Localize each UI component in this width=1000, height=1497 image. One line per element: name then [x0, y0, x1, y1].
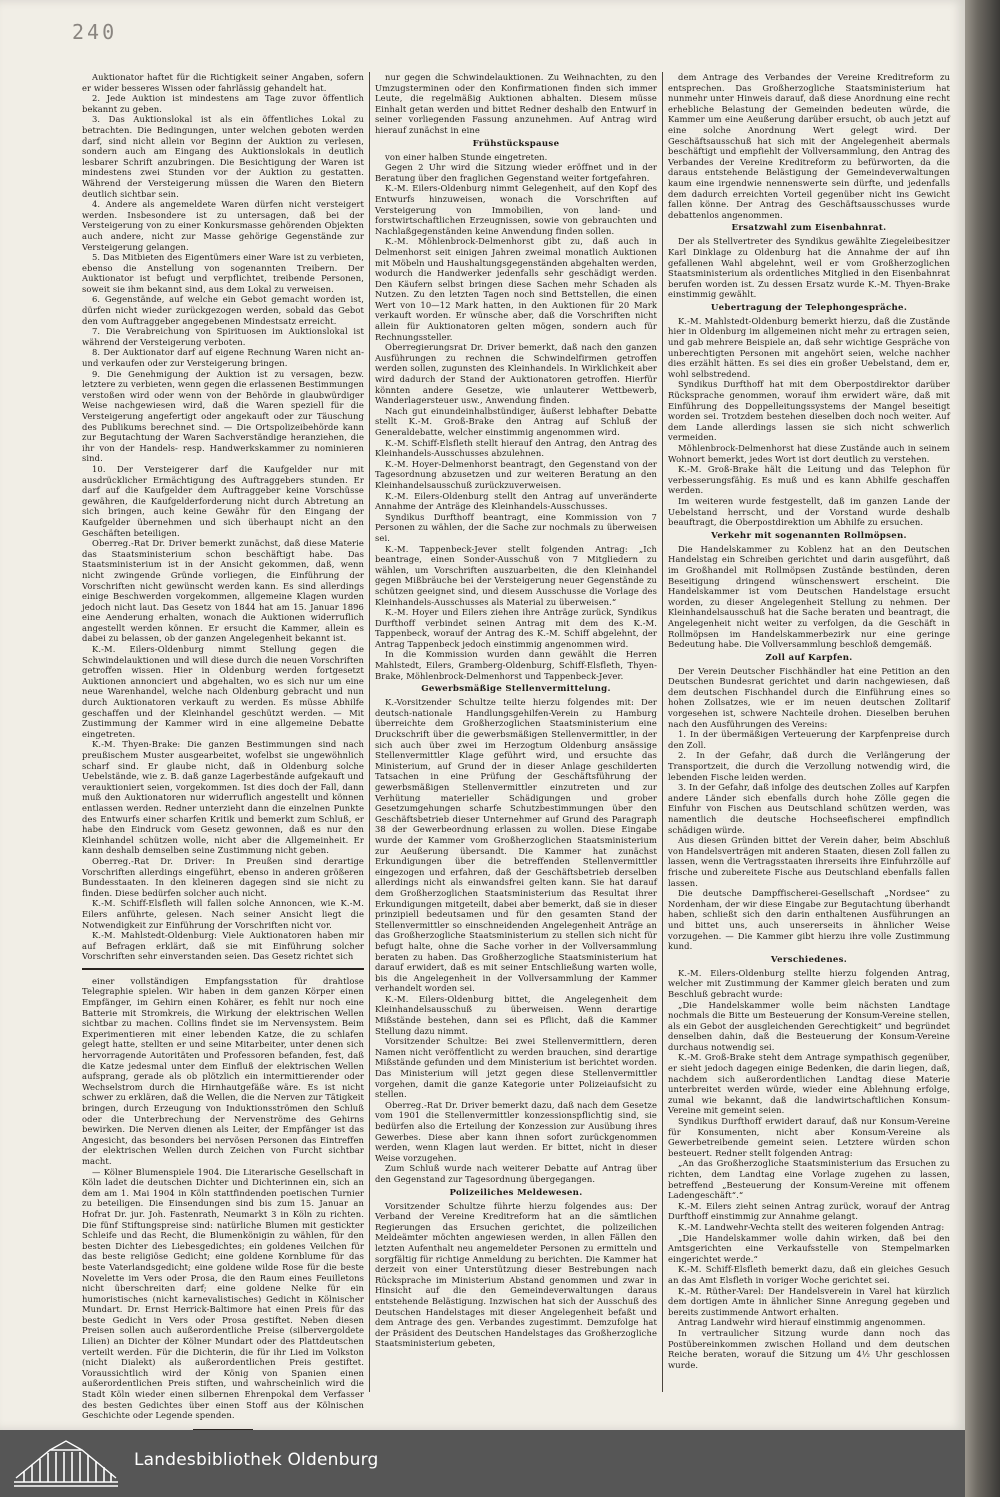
paragraph: K.-M. Hoyer-Delmenhorst beantragt, den Gegenstand von der Tagesordnung abzusetzen und zur weiteren Beratung an den Kleinhandelsausschuß zurückzuverweisen. [375, 458, 657, 490]
column-1 [82, 72, 365, 1421]
paragraph: K.-M. Eilers-Oldenburg stellte hierzu folgenden Antrag, welcher mit Zustimmung der Kammer gleich beraten und zum Beschluß gebracht wurde: [668, 967, 950, 999]
paragraph: 9. Die Genehmigung der Auktion ist zu versagen, bezw. letztere zu verbieten, wenn gegen die erlassenen Bestimmungen verstoßen wird oder wenn von der Behörde in glaubwürdiger Weise nachgewiesen wird, daß die Waren speziell für die Versteigerung angefertigt oder angekauft oder zur Täuschung des Publikums berechnet sind. — Die Ortspolizeibehörde kann zur Begutachtung der Waren Sachverständige heranziehen, die ihr von der Handels- resp. Handwerkskammer zu nominieren sind. [82, 368, 365, 464]
paragraph: Gegen 2 Uhr wird die Sitzung wieder eröffnet und in der Beratung über den fraglichen Gegenstand weiter fortgefahren. [375, 162, 657, 183]
article-columns [82, 72, 950, 1421]
paragraph: von einer halben Stunde eingetreten. [385, 151, 548, 162]
paragraph: K.-M. Groß-Brake steht dem Antrage sympathisch gegenüber, er sieht jedoch dagegen einige Bedenken, die darin liegen, daß, nachdem sich außerordentlichen Landtag diese Materie unterbreitet werden würde, wieder eine Ablehnung erfolge, zumal wie bekannt, daß die landwirtschaftlichen Konsum-Vereine mit gemeint seien. [668, 1052, 950, 1116]
paragraph: Aus diesen Gründen bittet der Verein daher, beim Abschluß von Handelsverträgen mit anderen Staaten, diesen Zoll fallen zu lassen, wenn die Vertragsstaaten ihrerseits ihre Einfuhrzölle auf frische und zubereitete Fische aus Deutschland ebenfalls fallen lassen. [668, 835, 950, 888]
paragraph: Zum Schluß wurde nach weiterer Debatte auf Antrag über den Gegenstand zur Tagesordnung übergegangen. [375, 1163, 657, 1184]
paragraph: K.-M. Rüther-Varel: Der Handelsverein in Varel hat kürzlich dem dortigen Amte in ähnlicher Sinne Anregung gegeben und bereits zustimmende Antwort erhalten. [668, 1285, 950, 1317]
paragraph: K.-M. Schiff-Elsfleth will fallen solche Annoncen, wie K.-M. Eilers anführte, gelesen. Nach seiner Ansicht liegt die Notwendigkeit zur Einführung der Vorschriften nicht vor. [82, 898, 364, 930]
library-name: Landesbibliothek Oldenburg [134, 1450, 379, 1470]
column-3 [668, 72, 950, 1402]
paragraph: Oberreg.-Rat Dr. Driver bemerkt zunächst, daß diese Materie das Staatsministerium schon beschäftigt habe. Das Staatsministerium ist in der Ansicht gekommen, daß, wenn nicht zwingende Gründe vorliegen, die Einführung der Vorschriften nicht gewünscht werden kann. Es sind allerdings einige Beschwerden vorgekommen, allgemeine Klagen wurden jedoch nicht laut. Das Gesetz von 1844 hat am 15. Januar 1896 eine Aenderung erhalten, wonach die Auktionen widerruflich angestellt werden können. Er ersucht die Kammer, allein es dabei zu belassen, ob der ganzen Angelegenheit bekannt ist. [82, 538, 364, 644]
paragraph: K.-M. Hoyer und Eilers ziehen ihre Anträge zurück, Syndikus Durfthoff verbindet seinen Antrag mit dem des K.-M. Tappenbeck, worauf der Antrag des K.-M. Schiff abgelehnt, der Antrag Tappenbeck jedoch einstimmig angenommen wird. [375, 607, 657, 649]
section-heading: Verkehr mit sogenannten Rollmöpsen. [711, 530, 907, 541]
paragraph: Möhlenbrock-Delmenhorst hat diese Zustände auch in seinem Wohnort bemerkt, jedes Wort ist dort deutlich zu verstehen. [668, 443, 950, 464]
paragraph: K.-M. Eilers zieht seinen Antrag zurück, worauf der Antrag Durfthoff einstimmig zur Annahme gelangt. [668, 1200, 950, 1222]
column-2 [375, 72, 657, 1402]
paragraph: Antrag Landwehr wird hierauf einstimmig angenommen. [678, 1317, 926, 1328]
paragraph: Die Handelskammer zu Koblenz hat an den Deutschen Handelstag ein Schreiben gerichtet und darin ausgeführt, daß im Großhandel mit Rollmöpsen Zustände bestünden, deren Beseitigung dringend wünschenswert erscheint. Die Handelskammer ist vom Deutschen Handelstage ersucht worden, zu dieser Angelegenheit Stellung zu nehmen. Der Kleinhandelsausschuß hat die Sache beraten und beantragt, die Angelegenheit nicht weiter zu verfolgen, da die Geschäft in Rollmöpsen im Handelskammerbezirk nur eine geringe Bedeutung habe. Die Vollversammlung beschloß demgemäß. [668, 543, 950, 650]
column-divider [662, 72, 663, 1392]
paragraph: dem Antrage des Verbandes der Vereine Kreditreform zu entsprechen. Das Großherzogliche Staatsministerium hat nunmehr unter Hinweis darauf, daß diese Anordnung eine recht erhebliche Belastung der Gemeinden bedeuten würde, die Kammer um eine Aeußerung darüber ersucht, ob auch jetzt auf eine solche Anordnung Wert gelegt wird. Der Geschäftsausschuß hat sich mit der Angelegenheit abermals beschäftigt und empfiehlt der Vollversammlung, den Antrag des Verbandes der Vereine Kreditreform zu befürworten, da die daraus entstehende Belästigung der Gemeindeverwaltungen kaum eine irgendwie nennenswerte sein dürfte, und jedenfalls dem dadurch erreichten Vorteil gegenüber nicht ins Gewicht fallen könne. Der Antrag des Geschäftsausschusses wurde debattenlos angenommen. [668, 72, 950, 220]
paragraph: K.-M. Schiff-Elsfleth stellt hierauf den Antrag, den Antrag des Kleinhandels-Ausschusses abzulehnen. [375, 437, 657, 459]
paragraph: 2. Jede Auktion ist mindestens am Tage zuvor öffentlich bekannt zu geben. [82, 93, 364, 114]
paragraph: Im weiteren wurde festgestellt, daß im ganzen Lande der Uebelstand herrscht, und der Vorstand wurde deshalb beauftragt, die Oberpostdirektion um Abhilfe zu ersuchen. [668, 495, 950, 528]
paragraph: 8. Der Auktionator darf auf eigene Rechnung Waren nicht an- und verkaufen oder zur Versteigerung bringen. [82, 347, 364, 369]
paragraph: 1. In der übermäßigen Verteuerung der Karpfenpreise durch den Zoll. [668, 729, 950, 750]
section-heading: Gewerbsmäßige Stellenvermittelung. [421, 684, 611, 695]
paragraph: 7. Die Verabreichung von Spirituosen im Auktionslokal ist während der Versteigerung verboten. [82, 326, 364, 347]
paragraph: nur gegen die Schwindelauktionen. Zu Weihnachten, zu den Umzugsterminen oder den Konfirmationen finden sich immer Leute, die regelmäßig Auktionen abhalten. Diesem müsse Einhalt getan werden und bittet Redner deshalb den Entwurf in seiner vorliegenden Fassung anzunehmen. Auf Antrag wird hierauf zunächst in eine [375, 72, 657, 135]
paragraph: K.-M. Groß-Brake hält die Leitung und das Telephon für verbesserungsfähig. Es muß und es kann Abhilfe geschaffen werden. [668, 464, 950, 496]
section-divider [82, 968, 364, 970]
paragraph: K.-M. Tappenbeck-Jever stellt folgenden Antrag: „Ich beantrage, einen Sonder-Ausschuß von 7 Mitgliedern zu wählen, um Vorschriften auszuarbeiten, die den Kleinhandel gegen Mißbräuche bei der Versteigerung neuer Gegenstände zu schützen geeignet sind, und diesem Ausschusse die Vorlage des Kleinhandels-Ausschusses als Material zu überweisen.“ [375, 543, 657, 607]
paragraph: K.-Vorsitzender Schultze teilte hierzu folgendes mit: Der deutsch-nationale Handlungsgehilfen-Verein zu Hamburg überreichte dem Großherzoglichen Staatsministerium eine Druckschrift über die gewerbsmäßigen Stellenvermittler, in der sich auch über zwei im Herzogtum Oldenburg ansässige Stellenvermittler Klage geführt wird, und ersuchte das Ministerium, auf Grund der in dieser Anlage geschilderten Tatsachen in eine Prüfung der Geschäftsführung der gewerbsmäßigen Stellenvermittler einzutreten und zur Verhütung materieller Schädigungen und grober Gesetzumgehungen scharfe Schutzbestimmungen über den Geschäftsbetrieb dieser Unternehmer auf Grund des Paragraph 38 der Gewerbeordnung erlassen zu wollen. Diese Eingabe wurde der Kammer vom Großherzoglichen Staatsministerium zur Aeußerung übersandt. Die Kammer hat zunächst Erkundigungen über die betreffenden Stellenvermittler eingezogen und erfahren, daß der Geschäftsbetrieb derselben allerdings nicht als einwandsfrei gelten kann. Sie hat darauf dem Großherzoglichen Staatsministerium das Resultat ihrer Erkundigungen mitgeteilt, dabei aber bemerkt, daß sie in dieser prinzipiell bedeutsamen und für den gesamten Stand der Stellenvermittler so einschneidenden Angelegenheit Anträge an das Großherzogliche Staatsministerium zu stellen sich nicht für befugt halte, ohne die Sache vorher in der Vollversammlung beraten zu haben. Das Großherzogliche Staatsministerium hat darauf erwidert, daß es mit seiner Entschließung warten wolle, bis die Angelegenheit in der Vollversammlung der Kammer verhandelt worden sei. [375, 697, 657, 994]
paragraph: K.-M. Eilers-Oldenburg nimmt Gelegenheit, auf den Kopf des Entwurfs hinzuweisen, wonach die Vorschriften auf Versteigerung von Immobilien, von land- und forstwirtschaftlichen Erzeugnissen, sowie von gebrauchten und Nachlaßgegenständen keine Anwendung finden sollen. [375, 183, 657, 236]
paragraph: — Kölner Blumenspiele 1904. Die Literarische Gesellschaft in Köln ladet die deutschen Dichter und Dichterinnen ein, sich an dem am 1. Mai 1904 in Köln stattfindenden poetischen Turnier zu beteiligen. Die Einsendungen sind bis zum 15. Januar an Hofrat Dr. jur. Joh. Fastenrath, Neumarkt 3 in Köln zu richten. Die fünf Stiftungspreise sind: natürliche Blumen mit gestickter Schleife und das Recht, die Blumenkönigin zu wählen, für den besten Dichter des Liebesgedichtes; ein goldenes Veilchen für das beste religiöse Gedicht; eine goldene Kornblume für das beste Vaterlandsgedicht; eine goldene wilde Rose für die beste Novelette im Vers oder Prosa, die den Raum eines Feuilletons nicht überschreiten darf; eine goldene Nelke für ein humoristisches (nicht karnevalistisches) Gedicht in Kölnischer Mundart. Dr. Ernst Herrick-Baltimore hat einen Preis für das beste Gedicht in Vers oder Prosa gestiftet. Neben diesen Preisen sollen auch außerordentliche Preise (silbervergoldete Lilien) an Dichter der Kölner Mundart oder des Plattdeutschen verteilt werden. Für die Dichterin, die für ihr Lied im Volkston (nicht Dialekt) als außerordentlichen Preis gestiftet. Voraussichtlich wird der König von Spanien einen außerordentlichen Preis stiften, und wahrscheinlich wird die Stadt Köln wieder einen silbernen Ehrenpokal dem Verfasser des besten Gedichtes über einen Stoff aus der Kölnischen Geschichte oder Legende spenden. [82, 1166, 364, 1421]
paragraph: 3. In der Gefahr, daß infolge des deutschen Zolles auf Karpfen andere Länder sich ebenfalls durch hohe Zölle gegen die Einfuhr von Fischen aus Deutschland schützen werden, was namentlich die deutsche Hochseefischerei empfindlich schädigen würde. [668, 782, 950, 835]
paragraph: In vertraulicher Sitzung wurde dann noch das Postübereinkommen zwischen Holland und dem deutschen Reiche beraten, worauf die Sitzung um 4½ Uhr geschlossen wurde. [668, 1327, 950, 1370]
paragraph: 2. In der Gefahr, daß durch die Verlängerung der Transportzeit, die durch die Verzollung notwendig wird, die lebenden Fische leiden werden. [668, 750, 950, 782]
paragraph: Die deutsche Dampffischerei-Gesellschaft „Nordsee“ zu Nordenham, der wir diese Eingabe zur Begutachtung überhandt haben, schließt sich den darin enthaltenen Ausführungen an und bittet uns, auch unsererseits in ähnlicher Weise vorzugehen. — Die Kammer gibt hierzu ihre volle Zustimmung kund. [668, 888, 950, 952]
section-heading: Frühstückspause [472, 138, 560, 149]
paragraph: 4. Andere als angemeldete Waren dürfen nicht versteigert werden. Insbesondere ist zu untersagen, daß bei der Versteigerung von zu einer Konkursmasse gehörenden Objekten auch andere, nicht zur Masse gehörige Gegenstände zur Versteigerung gelangen. [82, 199, 364, 252]
section-heading: Polizeiliches Meldewesen. [449, 1187, 583, 1198]
paragraph: Der als Stellvertreter des Syndikus gewählte Ziegeleibesitzer Karl Dinklage zu Oldenburg hat die Annahme der auf ihn gefallenen Wahl abgelehnt, weil er vom Großherzoglichen Staatsministerium als ordentliches Mitglied in den Eisenbahnrat berufen worden ist. Zu dessen Ersatz wurde K.-M. Thyen-Brake einstimmig gewählt. [668, 236, 950, 300]
paragraph: K.-M. Möhlenbrock-Delmenhorst gibt zu, daß auch in Delmenhorst seit einigen Jahren zweimal monatlich Auktionen mit Möbeln und Haushaltungsgegenständen abgehalten werden, wodurch die Handwerker jedenfalls sehr geschädigt werden. Den Käufern selbst bringen diese Sachen mehr Schaden als Nutzen. Zu den letzten Tagen noch sind Bettstellen, die einen Wert von 10—12 Mark hatten, in den Auktionen für 20 Mark verkauft worden. Er wünsche aber, daß die Vorschriften nicht allein für Auktionatoren gelten mögen, sondern auch für Rechnungssteller. [375, 236, 657, 342]
section-heading: Verschiedenes. [770, 954, 848, 965]
paragraph: „Die Handelskammer wolle beim nächsten Landtage nochmals die Bitte um Besteuerung der Konsum-Vereine stellen, als ein Gebot der ausgleichenden Gerechtigkeit“ und begründet denselben dahin, daß die Besteuerung der Konsum-Vereine durchaus notwendig sei. [668, 999, 950, 1052]
scanner-edge [965, 0, 1000, 1497]
paragraph: Vorsitzender Schultze: Bei zwei Stellenvermittlern, deren Namen nicht veröffentlicht zu werden brauchen, sind derartige Mißstände gefunden und dem Ministerium ist berichtet worden. Das Ministerium will jetzt gegen diese Stellenvermittler vorgehen, damit die ganze Kategorie unter Polizeiaufsicht zu stellen. [375, 1036, 657, 1100]
paragraph: K.-M. Thyen-Brake: Die ganzen Bestimmungen sind nach preußischem Muster ausgearbeitet, wofelbst sie ungewöhnlich scharf sind. Er glaube nicht, daß in Oldenburg solche Uebelstände, wie z. B. daß ganze Lagerbestände aufgekauft und verauktioniert seien, vorgekommen. Ist dies doch der Fall, dann muß den Auktionatoren nur widerruflich angestellt und können entlassen werden. Redner unterzieht dann die einzelnen Punkte des Entwurfs einer scharfen Kritik und bemerkt zum Schluß, er habe den Eindruck vom Gesetz gewonnen, daß es nur den Kleinhandel schützen wolle, nicht aber die Allgemeinheit. Er kann deshalb demselben seine Zustimmung nicht geben. [82, 739, 364, 856]
paragraph: K.-M. Eilers-Oldenburg stellt den Antrag auf unveränderte Annahme der Anträge des Kleinhandels-Ausschusses. [375, 490, 657, 512]
paragraph: „An das Großherzogliche Staatsministerium das Ersuchen zu richten, dem Landtag eine Vorlage zugehen zu lassen, betreffend „Besteuerung der Konsum-Vereine mit offenem Ladengeschäft“.“ [668, 1158, 950, 1201]
paragraph: K.-M. Eilers-Oldenburg bittet, die Angelegenheit dem Kleinhandelsausschuß zu überweisen. Wenn derartige Mißstände bestehen, dann sei es Pflicht, daß die Kammer Stellung dazu nimmt. [375, 993, 657, 1036]
paragraph: K.-M. Schiff-Elsfleth bemerkt dazu, daß ein gleiches Gesuch an das Amt Elsfleth in voriger Woche gerichtet sei. [668, 1264, 950, 1285]
paragraph: „Die Handelskammer wolle dahin wirken, daß bei den Amtsgerichten eine Verkaufsstelle von Stempelmarken eingerichtet werde.“ [668, 1232, 950, 1264]
library-building-icon [10, 1438, 122, 1488]
paragraph: Oberreg.-Rat Dr. Driver bemerkt dazu, daß nach dem Gesetze vom 1901 die Stellenvermittler konzessionspflichtig sind, sie bedürfen also die Erteilung der Konzession zur Ausübung ihres Gewerbes. Diese aber kann ihnen sofort zurückgenommen werden, wenn Klagen laut werden. Er bittet, nicht in dieser Weise vorzugehen. [375, 1099, 657, 1163]
paragraph: K.-M. Mahlstedt-Oldenburg: Viele Auktionatoren haben mir auf Befragen erklärt, daß sie mit Einführung solcher Vorschriften sehr einverstanden seien. Das Gesetz richtet sich [82, 930, 364, 962]
paragraph: K.-M. Mahlstedt-Oldenburg bemerkt hierzu, daß die Zustände hier in Oldenburg im allgemeinen nicht mehr zu ertragen seien, und gab mehrere Beispiele an, daß sehr wichtige Gespräche von unberechtigten Personen mit angehört seien, welche nachher dies erzählt hätten. Es sei dies ein großer Uebelstand, dem er, wohl selbstredend. [668, 315, 950, 379]
paragraph: Oberregierungsrat Dr. Driver bemerkt, daß nach den ganzen Ausführungen zu rechnen die Schwindelfirmen getroffen werden sollen, zugunsten des Kleinhandels. In Wirklichkeit aber wird dadurch der Stand der Auktionatoren getroffen. Hierfür könnten andere Gesetze, wie unlauterer Wettbewerb, Wanderlagersteuer usw., Anwendung finden. [375, 342, 657, 406]
paragraph: Der Verein Deutscher Fischhändler hat eine Petition an den Deutschen Bundesrat gerichtet und darin nachgewiesen, daß dem deutschen Fischhandel durch die Einführung eines so hohen Zollsatzes, wie er im neuen deutschen Zolltarif vorgesehen ist, schwere Nachteile drohen. Dieselben beruhen nach den Ausführungen des Vereins: [668, 665, 950, 729]
paragraph: 3. Das Auktionslokal ist als ein öffentliches Lokal zu betrachten. Die Bedingungen, unter welchen geboten werden darf, sind nicht allein vor Beginn der Auktion zu verlesen, sondern auch am Eingang des Auktionslokals in deutlich lesbarer Schrift anzubringen. Die Besichtigung der Waren ist mindestens zwei Stunden vor der Auktion zu gestatten. Während der Versteigerung müssen die Waren den Bietern deutlich sichtbar sein. [82, 114, 364, 199]
paragraph: Oberreg.-Rat Dr. Driver: In Preußen sind derartige Vorschriften allerdings eingeführt, ebenso in anderen größeren Bundesstaaten. In den kleineren dagegen sind sie nicht zu finden. Diese bedürfen solcher auch nicht. [82, 855, 364, 898]
paragraph: Vorsitzender Schultze führte hierzu folgendes aus: Der Verband der Vereine Kreditreform hat an die sämtlichen Regierungen das Ersuchen gerichtet, die polizeilichen Meldeämter möchten angewiesen werden, in allen Fällen den letzten Aufenthalt neu angemeldeter Personen zu ermitteln und sorgfältig für richtige Anmeldung zu berichten. Die Kammer hat derzeit von einer Unterstützung dieser Bestrebungen nach Rücksprache im Ministerium Abstand genommen und zwar in Hinsicht auf die den Gemeindeverwaltungen daraus entstehende Belästigung. Inzwischen hat sich der Ausschuß des Deutschen Handelstages mit dieser Angelegenheit befaßt und dem Antrage des gen. Verbandes zugestimmt. Demzufolge hat der Präsident des Deutschen Handelstages das Großherzogliche Staatsministerium gebeten, [375, 1200, 657, 1349]
paragraph: Syndikus Durfthoff hat mit dem Oberpostdirektor darüber Rücksprache genommen, worauf ihm erwidert wäre, daß mit Einführung des Doppelleitungssystems der Mangel beseitigt worden sei. Trotzdem bestehen dieselben doch noch weiter. Auf dem Lande allerdings lassen sie sich nicht schwerlich vermeiden. [668, 379, 950, 443]
column-divider [369, 72, 370, 1392]
paragraph: 6. Gegenstände, auf welche ein Gebot gemacht worden ist, dürfen nicht wieder zurückgezogen werden, sobald das Gebot den vom Auftraggeber angegebenen Mindestsatz erreicht. [82, 294, 364, 326]
paragraph: In die Kommission wurden dann gewählt die Herren Mahlstedt, Eilers, Gramberg-Oldenburg, Schiff-Elsfleth, Thyen-Brake, Möhlenbrock-Delmenhorst und Tappenbeck-Jever. [375, 649, 657, 681]
paragraph: K.-M. Landwehr-Vechta stellt des weiteren folgenden Antrag: [678, 1221, 945, 1232]
paragraph: Auktionator haftet für die Richtigkeit seiner Angaben, sofern er wider besseres Wissen oder fahrlässig gehandelt hat. [82, 72, 364, 93]
paragraph: Nach gut einundeinhalbstündiger, äußerst lebhafter Debatte stellt K.-M. Groß-Brake den Antrag auf Schluß der Generaldebatte, welcher einstimmig angenommen wird. [375, 405, 657, 437]
paragraph: Syndikus Durfthoff erwidert darauf, daß nur Konsum-Vereine für Konsumenten, nicht aber Konsum-Vereine als Gewerbetreibende gemeint seien. Letztere würden schon besteuert. Redner stellt folgenden Antrag: [668, 1116, 950, 1158]
library-footer [0, 1430, 965, 1497]
paragraph: 10. Der Versteigerer darf die Kaufgelder nur mit ausdrücklicher Ermächtigung des Auftraggebers stunden. Er darf auf die Kaufgelder dem Auftraggeber keine Vorschüsse gewähren, die Kaufgelderforderung nicht durch Abtretung an sich bringen, auch keine Gewähr für den Eingang der Kaufgelder übernehmen und sich überhaupt nicht an den Geschäften beteiligen. [82, 463, 364, 538]
section-heading: Ersatzwahl zum Eisenbahnrat. [731, 223, 887, 234]
paragraph: K.-M. Eilers-Oldenburg nimmt Stellung gegen die Schwindelauktionen und will diese durch die neuen Vorschriften getroffen wissen. Hier in Oldenburg werden fortgesetzt Auktionen annonciert und abgehalten, wo es sich nur um eine neue Warenhandel, welche nach Oldenburg gebracht und nun durch Auktionatoren verkauft zu werden. Es müsse Abhilfe geschaffen und der Kleinhandel geschützt werden. — Mit Zustimmung der Kammer wird in eine allgemeine Debatte eingetreten. [82, 644, 364, 739]
paragraph: 5. Das Mitbieten des Eigentümers einer Ware ist zu verbieten, ebenso die Anstellung von sogenannten Treibern. Der Auktionator ist befugt und verpflichtet, treibende Personen, soweit sie ihm bekannt sind, aus dem Lokal zu verweisen. [82, 252, 364, 294]
page-number: 240 [72, 20, 118, 44]
paragraph: Syndikus Durfthoff beantragt, eine Kommission von 7 Personen zu wählen, der die Sache zur nochmals zu überweisen sei. [375, 511, 657, 543]
paragraph: einer vollständigen Empfangsstation für drahtlose Telegraphie spielen. Wir haben in dem ganzen Körper einen Empfänger, im Gehirn einen Kohärer, es fehlt nur noch eine Batterie mit Stromkreis, die Wirkung der elektrischen Wellen sichtbar zu machen. Collins findet sie im Nervensystem. Beim Experimentieren mit einer lebenden Katze, die zu schlafen gelegt hatte, stellten er und seine Mitarbeiter, unter denen sich hervorragende Autoritäten und Professoren befanden, fest, daß die Katze jedesmal unter dem Einfluß der elektrischen Wellen aufsprang, gerade als ob plötzlich ein intermittierender oder Wechselstrom durch die Hirnhautgefäße wäre. Es ist nicht schwer zu erklären, daß die Wellen, die die Nerven zur Tätigkeit bringen, durch Erzeugung von Induktionsströmen den Schluß oder die Unterbrechung der Nervenströme des Gehirns bewirken. Die Nerven dienen als Leiter, der Empfänger ist das Angesicht, das besonders bei nervösen Personen das Eintreffen der elektrischen Wellen durch Zeichen von Furcht sichtbar macht. [82, 975, 364, 1166]
section-heading: Zoll auf Karpfen. [765, 652, 853, 663]
section-heading: Uebertragung der Telephongespräche. [710, 302, 908, 313]
